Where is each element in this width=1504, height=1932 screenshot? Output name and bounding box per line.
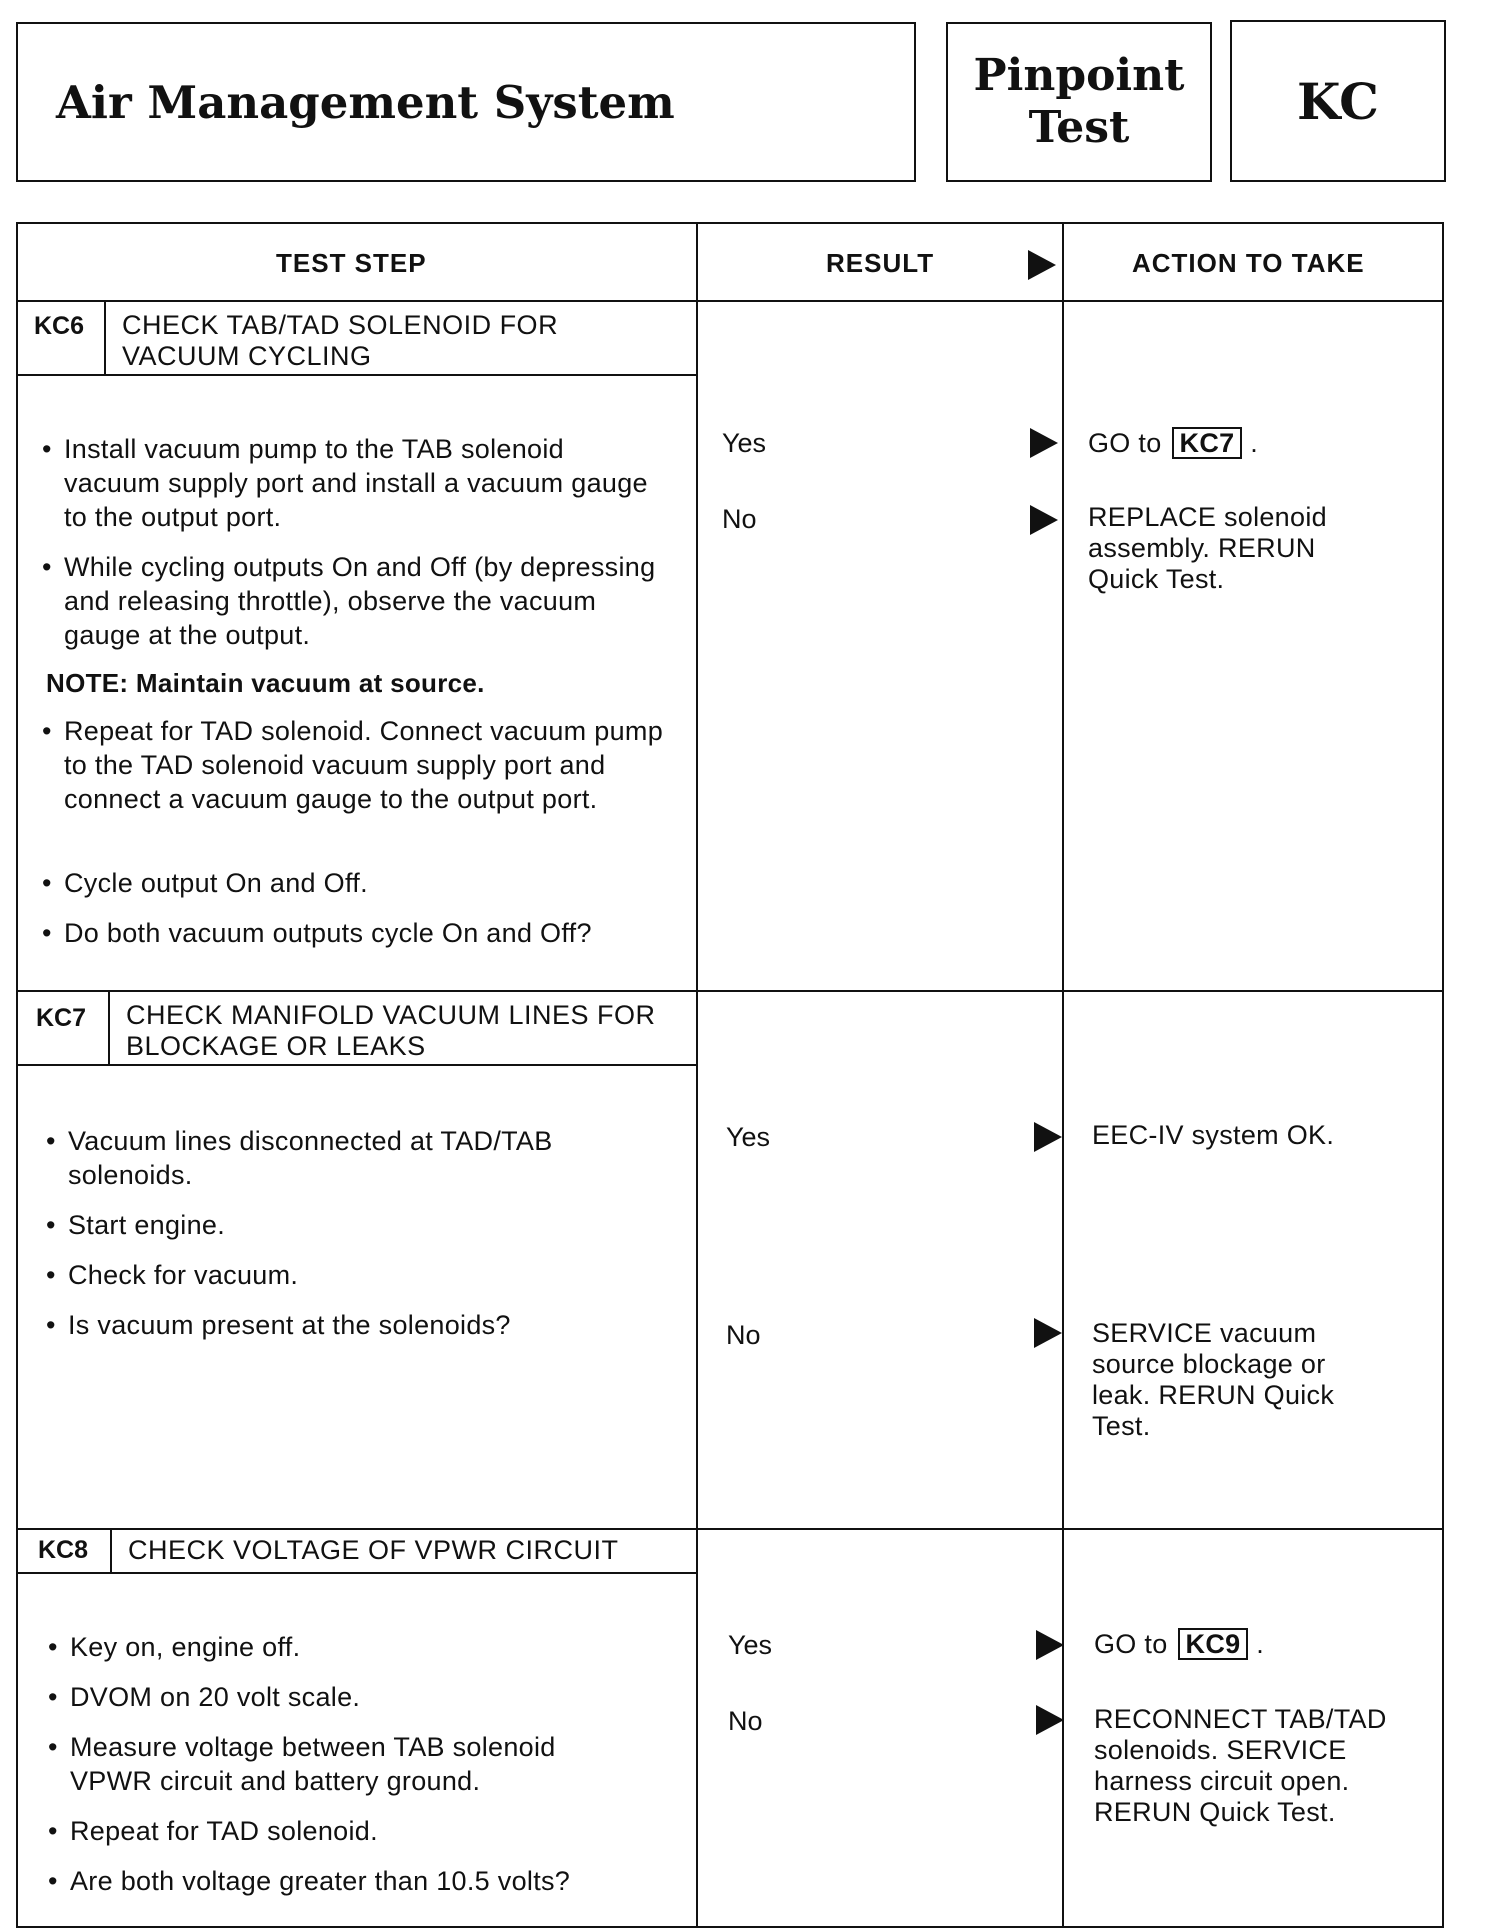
result-arrow-icon — [1028, 250, 1056, 280]
action-goto: GO to — [1088, 428, 1162, 458]
test-code-label: KC — [1297, 71, 1379, 131]
page-title — [16, 22, 916, 182]
result-yes: Yes — [726, 1122, 771, 1152]
result-no: No — [722, 504, 757, 534]
result-arrow-icon — [1030, 428, 1058, 458]
result-arrow-icon — [1036, 1630, 1064, 1660]
step-title-line — [16, 1064, 696, 1066]
test-code — [1230, 20, 1446, 182]
action-text — [1094, 1628, 1264, 1660]
action-text: REPLACE solenoid assembly. RERUN Quick Test. — [1088, 502, 1327, 594]
result-yes: Yes — [728, 1630, 773, 1660]
note-text: NOTE: Maintain vacuum at source. — [46, 668, 485, 698]
list-item: • While cycling outputs On and Off (by depressing and releasing throttle), observe the vacuum gauge at the output. — [40, 550, 664, 652]
step-id-divider — [110, 1528, 112, 1572]
list-item: • Start engine. — [44, 1208, 628, 1242]
step-reference[interactable]: KC9 — [1178, 1628, 1249, 1660]
pinpoint-test-label — [946, 22, 1212, 182]
step-id-divider — [108, 990, 110, 1064]
list-item: • Repeat for TAD solenoid. Connect vacuum pump to the TAD solenoid vacuum supply port and connect a vacuum gauge to the output port. — [40, 714, 664, 816]
row-divider-2 — [16, 1528, 1444, 1530]
result-no: No — [726, 1320, 761, 1350]
list-item: • Cycle output On and Off. — [40, 866, 664, 900]
list-item: • Key on, engine off. — [46, 1630, 630, 1664]
step-title-line2: BLOCKAGE OR LEAKS — [126, 1031, 426, 1061]
step-id: KC7 — [36, 1004, 87, 1032]
result-arrow-icon — [1034, 1122, 1062, 1152]
step-reference[interactable]: KC7 — [1172, 427, 1243, 459]
list-item: • Check for vacuum. — [44, 1258, 628, 1292]
step-title-line — [16, 374, 696, 376]
action-text — [1088, 427, 1258, 459]
list-item: • Measure voltage between TAB solenoid VPWR circuit and battery ground. — [46, 1730, 630, 1798]
result-arrow-icon — [1034, 1318, 1062, 1348]
result-no: No — [728, 1706, 763, 1736]
list-item: • Are both voltage greater than 10.5 volts? — [46, 1864, 670, 1898]
list-item: • Vacuum lines disconnected at TAD/TAB solenoids. — [44, 1124, 628, 1192]
row-divider-1 — [16, 990, 1444, 992]
step-id-divider — [104, 300, 106, 374]
step-title-line1: CHECK MANIFOLD VACUUM LINES FOR — [126, 1000, 656, 1030]
pinpoint-line2: Test — [1028, 102, 1130, 153]
list-item: • Do both vacuum outputs cycle On and Off? — [40, 916, 684, 950]
action-text: SERVICE vacuum source blockage or leak. RERUN Quick Test. — [1092, 1318, 1335, 1441]
step-id: KC8 — [38, 1536, 89, 1564]
system-title: Air Management System — [56, 75, 675, 129]
step-title — [122, 310, 558, 372]
step-title — [126, 1000, 656, 1062]
col-header-test-step: TEST STEP — [276, 248, 427, 278]
step-title — [128, 1535, 619, 1566]
col-header-action: ACTION TO TAKE — [1132, 248, 1365, 278]
col-header-result: RESULT — [826, 248, 935, 278]
list-item: • Is vacuum present at the solenoids? — [44, 1308, 668, 1342]
col-divider-1 — [696, 222, 698, 1928]
result-yes: Yes — [722, 428, 767, 458]
action-goto: GO to — [1094, 1629, 1168, 1659]
action-period: . — [1250, 428, 1259, 458]
step-title-line1: CHECK VOLTAGE OF VPWR CIRCUIT — [128, 1535, 619, 1565]
step-id: KC6 — [34, 312, 85, 340]
action-text: EEC-IV system OK. — [1092, 1120, 1335, 1150]
pinpoint-line1: Pinpoint — [973, 50, 1185, 101]
action-text: RECONNECT TAB/TAD solenoids. SERVICE harness circuit open. RERUN Quick Test. — [1094, 1704, 1387, 1827]
list-item: • Install vacuum pump to the TAB solenoid vacuum supply port and install a vacuum gauge to the output port. — [40, 432, 664, 534]
step-title-line2: VACUUM CYCLING — [122, 341, 372, 371]
step-title-line1: CHECK TAB/TAD SOLENOID FOR — [122, 310, 559, 340]
header-row-divider — [16, 300, 1444, 302]
list-item: • DVOM on 20 volt scale. — [46, 1680, 630, 1714]
col-divider-2 — [1062, 222, 1064, 1928]
result-arrow-icon — [1036, 1705, 1064, 1735]
result-arrow-icon — [1030, 505, 1058, 535]
list-item: • Repeat for TAD solenoid. — [46, 1814, 630, 1848]
step-title-line — [16, 1572, 696, 1574]
action-period: . — [1256, 1629, 1265, 1659]
